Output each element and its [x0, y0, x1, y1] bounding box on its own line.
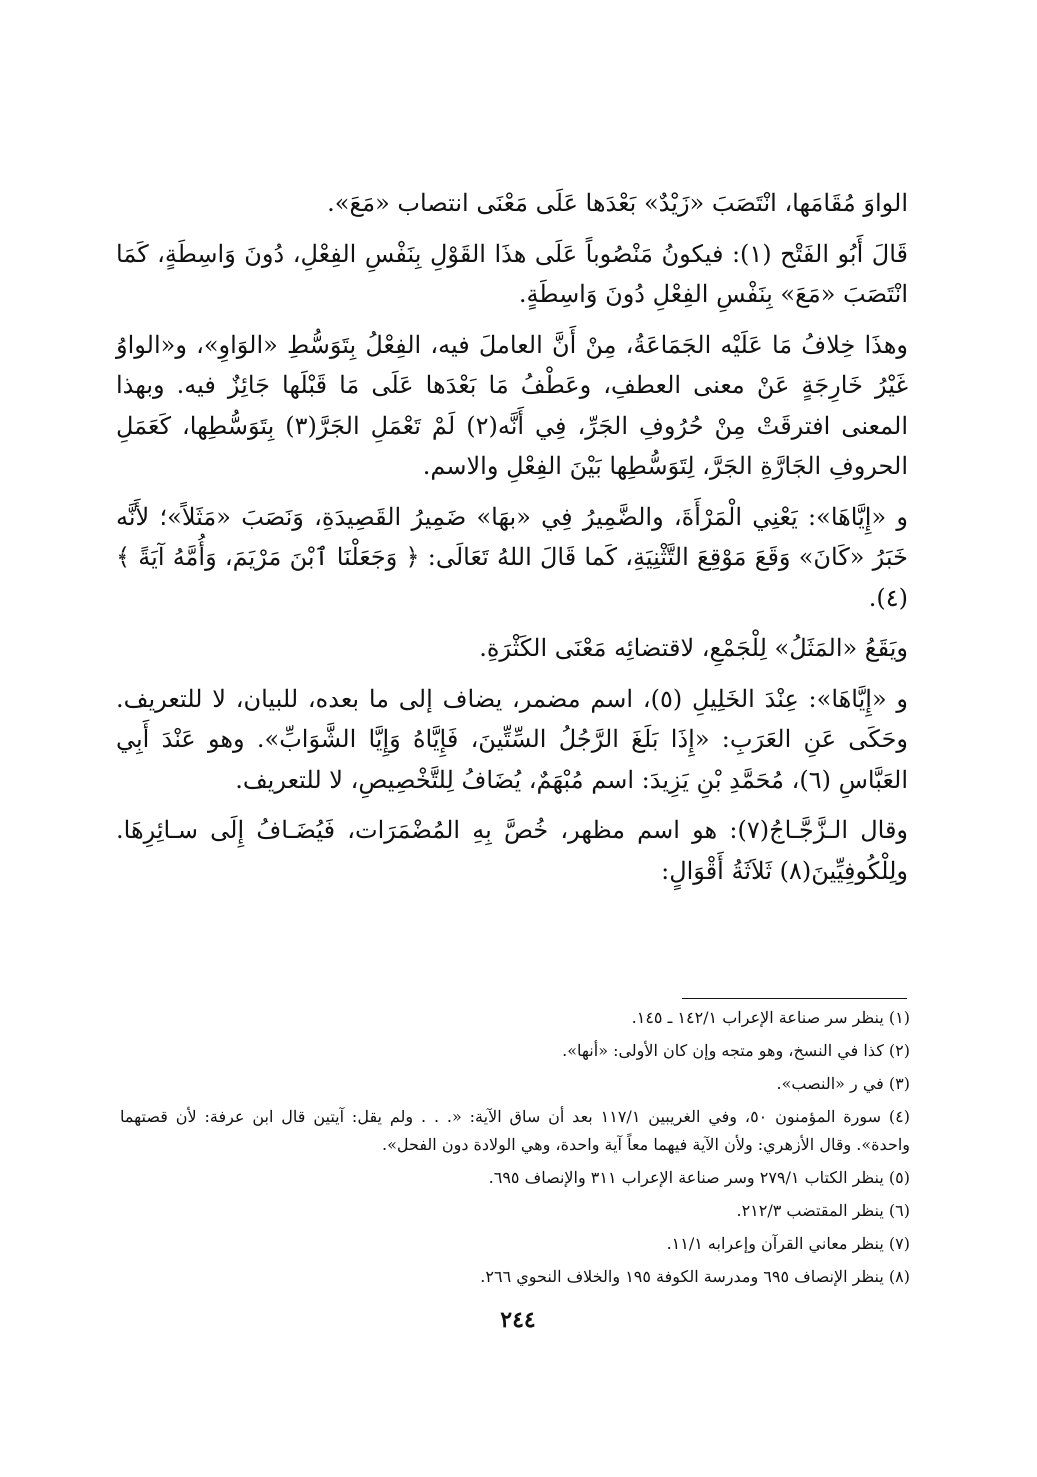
- page-number: ٢٤٤: [500, 1307, 536, 1333]
- footnote-6: (٦) ينظر المقتضب ٢١٢/٣.: [736, 1201, 910, 1220]
- footnote-8: (٨) ينظر الإنصاف ٦٩٥ ومدرسة الكوفة ١٩٥ والخلاف النحوي ٢٦٦.: [480, 1267, 910, 1286]
- paragraph-4: و «إِيَّاهَا»: يَعْنِي الْمَرْأَةَ، والضَّمِيرُ فِي «بهَا» ضَمِيرُ القَصِيدَةِ، وَنَصَبَ «مَثَلاً»؛ لأَنَّه خَبَرُ «كَانَ» وَقَعَ مَوْقِعَ التَّثْنِيَةِ، كَما قَالَ اللهُ تَعَالَى: ﴿ وَجَعَلْنَا ٱبْنَ مَرْيَمَ، وَأُمَّهُ آيَةً ﴾(٤).: [116, 502, 908, 612]
- paragraph-6: و «إِيَّاهَا»: عِنْدَ الخَلِيلِ (٥)، اسم مضمر، يضاف إلى ما بعده، للبيان، لا للتعريف. وحَكَى عَنِ العَرَبِ: «إِذَا بَلَغَ الرَّجُلُ السِّتِّينَ، فَإِيَّاهُ وَإِيَّا الشَّوَابِّ». وهو عَنْدَ أَبِي العَبَّاسِ (٦)، مُحَمَّدِ بْنِ يَزِيدَ: اسم مُبْهَمٌ، يُضَافُ لِلتَّخْصِيصِ، لا للتعريف.: [116, 684, 908, 794]
- paragraph-7: وقال الـزَّجَّـاجُ(٧): هو اسم مظهر، خُصَّ بِهِ المُضْمَرَات، فَيُضَـافُ إِلَى سـائِرِهَا. ولِلْكُوفِيِّينَ(٨) ثَلاَثَةُ أَقْوَالٍ:: [116, 816, 909, 885]
- main-text: [116, 183, 908, 901]
- paragraph-2: قَالَ أَبُو الفَتْح (١): فيكونُ مَنْصُوباً عَلَى هذَا القَوْلِ بِنَفْسِ الفِعْلِ، دُونَ وَاسِطَةٍ، كَمَا انْتَصَبَ «مَعَ» بِنَفْسِ الفِعْلِ دُونَ وَاسِطَةٍ.: [116, 239, 908, 308]
- footnote-1: (١) ينظر سر صناعة الإعراب ١٤٢/١ ـ ١٤٥.: [631, 1008, 910, 1027]
- footnotes: [120, 1004, 910, 1296]
- paragraph-1: الواوَ مُقَامَها، انْتَصَبَ «زَيْدٌ» بَعْدَها عَلَى مَعْنَى انتصاب «مَعَ».: [327, 189, 908, 217]
- paragraph-3: وهذَا خِلافُ مَا عَلَيْه الجَمَاعَةُ، مِنْ أَنَّ العاملَ فيه، الفِعْلُ بِتَوَسُّطِ «الوَاوِ»، و«الواوُ غَيْرُ خَارِجَةٍ عَنْ معنى العطفِ، وعَطْفُ مَا بَعْدَها عَلَى مَا قَبْلَها جَائِزٌ فيه. وبهذا المعنى افترقَتْ مِنْ حُرُوفِ الجَرِّ، فِي أَنَّه(٢) لَمْ تَعْمَلِ الجَرَّ(٣) بِتَوَسُّطِها، كَعَمَلِ الحروفِ الجَارَّةِ الجَرَّ، لِتَوَسُّطِها بَيْنَ الفِعْلِ والاسم.: [116, 330, 908, 480]
- footnote-divider: [682, 998, 907, 999]
- footnote-2: (٢) كذا في النسخ، وهو متجه وإن كان الأولى: «أنها».: [562, 1041, 910, 1060]
- footnote-5: (٥) ينظر الكتاب ٢٧٩/١ وسر صناعة الإعراب ٣١١ والإنصاف ٦٩٥.: [488, 1168, 910, 1187]
- footnote-3: (٣) في ر «النصب».: [776, 1074, 910, 1093]
- footnote-4: (٤) سورة المؤمنون ٥٠، وفي الغريبين ١١٧/١ بعد أن ساق الآية: «. . . ولم يقل: آيتين قال ابن عرفة: لأن قصتهما واحدة». وقال الأزهري: ولأن الآية فيهما معاً آية واحدة، وهي الولادة دون الفحل».: [120, 1107, 911, 1154]
- footnote-7: (٧) ينظر معاني القرآن وإعرابه ١١/١.: [666, 1234, 910, 1253]
- paragraph-5: ويَقَعُ «المَثَلُ» لِلْجَمْعِ، لاقتضائِه مَعْنَى الكَثْرَةِ.: [479, 634, 908, 662]
